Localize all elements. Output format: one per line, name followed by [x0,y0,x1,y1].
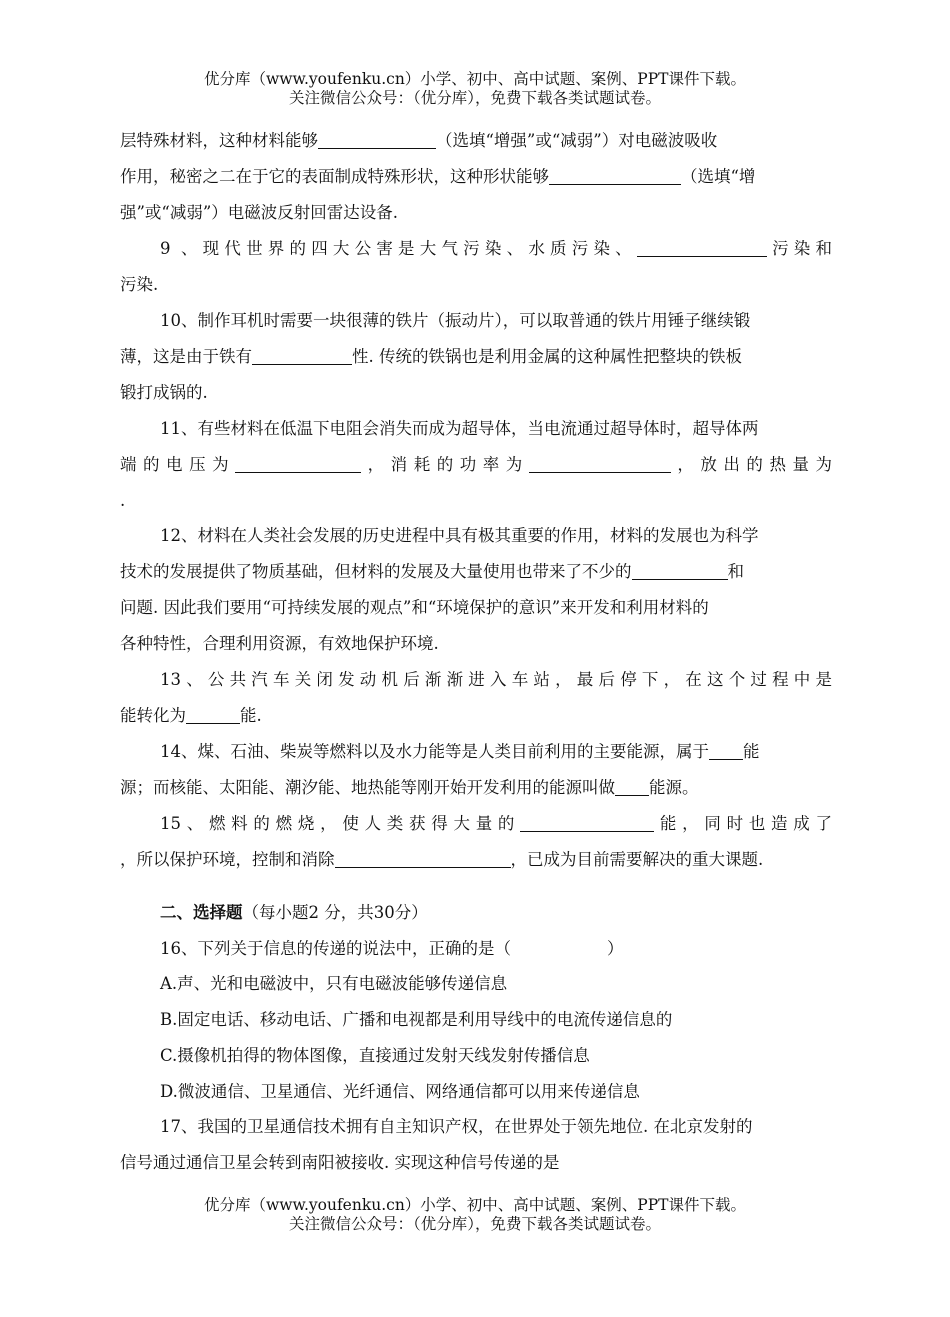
q10-line-3: 锻打成锅的. [120,383,208,402]
answer-blank[interactable] [520,813,654,832]
q17-line-2: 信号通过通信卫星会转到南阳被接收. 实现这种信号传递的是 [120,1153,560,1172]
answer-blank[interactable] [335,849,511,868]
q14-line-1: 14、煤、石油、柴炭等燃料以及水力能等是人类目前利用的主要能源，属于 能 [160,742,760,761]
q9-line-1: 9 、现代世界的四大公害是大气污染、水质污染、 污染和 [160,239,833,258]
q13-line-1: 13、公共汽车关闭发动机后渐渐进入车站，最后停下，在这个过程中是 [160,670,832,689]
q16-stem: 16、下列关于信息的传递的说法中，正确的是（ ） [160,939,624,958]
q13-line-2: 能转化为 能. [120,706,262,725]
q10-line-2: 薄，这是由于铁有 性. 传统的铁锅也是利用金属的这种属性把整块的铁板 [120,347,742,366]
q16-option-b[interactable]: B.固定电话、移动电话、广播和电视都是利用导线中的电流传递信息的 [160,1010,673,1029]
footer-line-1: 优分库（www.youfenku.cn）小学、初中、高中试题、案例、PPT课件下载。 [203,1196,747,1214]
q16-option-a[interactable]: A.声、光和电磁波中，只有电磁波能够传递信息 [160,974,508,993]
q14-line-2: 源；而核能、太阳能、潮汐能、地热能等刚开始开发利用的能源叫做 能源。 [120,778,699,797]
q8-line-1: 层特殊材料，这种材料能够 （选填“增强”或“减弱”）对电磁波吸收 [120,131,718,150]
q12-line-3: 问题. 因此我们要用“可持续发展的观点”和“环境保护的意识”来开发和利用材料的 [120,598,709,617]
answer-blank[interactable] [186,705,240,724]
header-line-2: 关注微信公众号：（优分库），免费下载各类试题试卷。 [288,89,661,107]
answer-blank[interactable] [549,166,681,185]
q12-line-1: 12、材料在人类社会发展的历史进程中具有极其重要的作用，材料的发展也为科学 [160,526,759,545]
header-line-1: 优分库（www.youfenku.cn）小学、初中、高中试题、案例、PPT课件下载。 [203,70,747,88]
answer-blank[interactable] [632,561,728,580]
q16-option-d[interactable]: D.微波通信、卫星通信、光纤通信、网络通信都可以用来传递信息 [160,1082,640,1101]
q8-line-2: 作用，秘密之二在于它的表面制成特殊形状，这种形状能够 （选填“增 [120,167,756,186]
q16-option-c[interactable]: C.摄像机拍得的物体图像，直接通过发射天线发射传播信息 [160,1046,590,1065]
q11-line-2: 端的电压为 ，消耗的功率为 ，放出的热量为 [120,455,833,474]
q15-line-2: ，所以保护环境，控制和消除 ，已成为目前需要解决的重大课题. [120,850,764,869]
section-2-title: 二、选择题（每小题2 分，共30分） [160,903,428,922]
answer-blank[interactable] [529,454,671,473]
q12-line-2: 技术的发展提供了物质基础，但材料的发展及大量使用也带来了不少的 和 [120,562,744,581]
q10-line-1: 10、制作耳机时需要一块很薄的铁片（振动片），可以取普通的铁片用锤子继续锻 [160,311,751,330]
answer-blank[interactable] [709,741,743,760]
q12-line-4: 各种特性，合理利用资源，有效地保护环境. [120,634,439,653]
page-footer [0,1196,950,1234]
answer-blank[interactable] [615,777,649,796]
q17-line-1: 17、我国的卫星通信技术拥有自主知识产权，在世界处于领先地位. 在北京发射的 [160,1117,753,1136]
page-header [0,70,950,108]
answer-blank[interactable] [235,454,361,473]
q9-line-2: 污染. [120,275,159,294]
answer-blank[interactable] [637,238,767,257]
q11-line-3: . [120,491,126,510]
footer-line-2: 关注微信公众号：（优分库），免费下载各类试题试卷。 [288,1215,661,1233]
q11-line-1: 11、有些材料在低温下电阻会消失而成为超导体，当电流通过超导体时，超导体两 [160,419,759,438]
answer-blank[interactable] [252,346,352,365]
answer-blank[interactable] [318,130,436,149]
q8-line-3: 强”或“减弱”）电磁波反射回雷达设备. [120,203,399,222]
q15-line-1: 15、燃料的燃烧，使人类获得大量的 能，同时也造成了 [160,814,833,833]
